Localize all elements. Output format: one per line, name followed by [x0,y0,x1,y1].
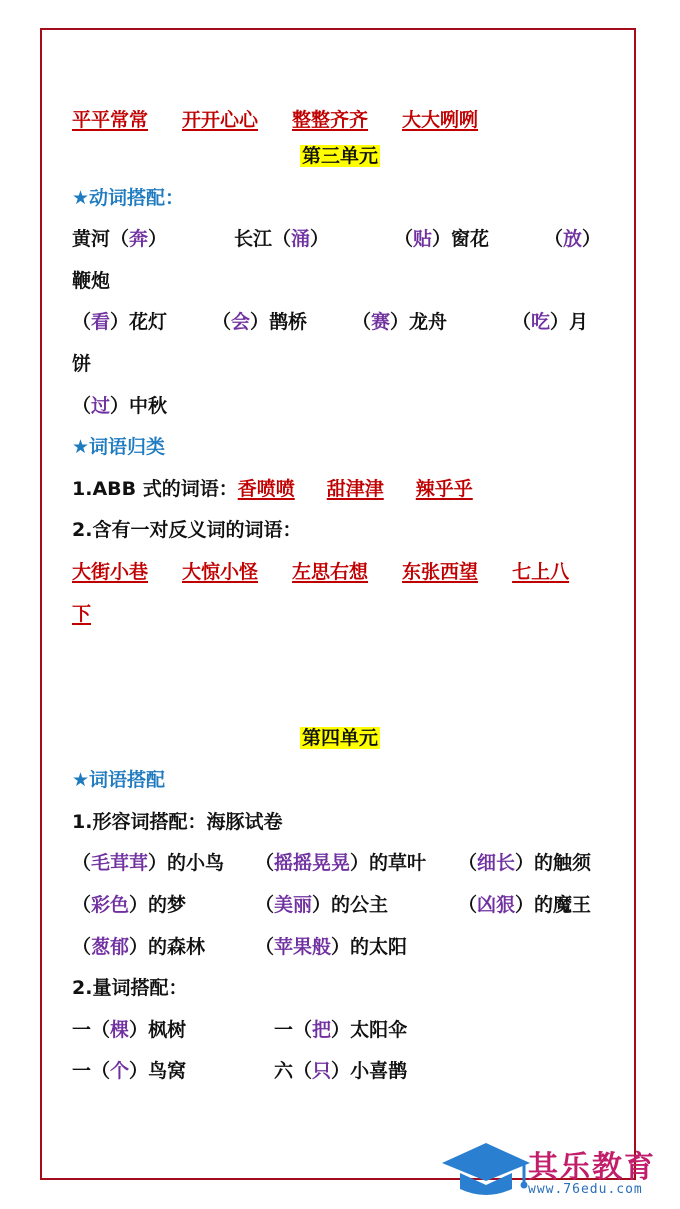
verb-heading: ★动词搭配： [72,187,185,209]
unit3-title: 第三单元 [301,145,378,167]
abb-row: 1.ABB 式的词语：香喷喷 甜津津 辣乎乎 [72,478,473,500]
antonym-row: 大街小巷 大惊小怪 左思右想 东张西望 七上八 [72,561,570,583]
verb-row-1b: 鞭炮 [72,270,111,292]
word: 大大咧咧 [402,109,479,131]
unit2-tail-words [72,107,618,133]
logo-url: www.76edu.com [528,1182,643,1197]
word: 整整齐齐 [292,109,369,131]
unit4-title: 第四单元 [301,727,378,749]
antonym-label: 2.含有一对反义词的词语： [72,519,302,541]
antonym-row-b: 下 [72,603,92,625]
adj-label: 1.形容词搭配：海豚试卷 [72,811,283,833]
word: 开开心心 [182,109,259,131]
word: 平平常常 [72,109,149,131]
measure-label: 2.量词搭配： [72,977,188,999]
verb-row-3: （过）中秋 [72,395,168,417]
unit4-title-row [0,725,680,751]
unit3-title-row [0,143,680,169]
verb-row-2b: 饼 [72,353,92,375]
match-heading: ★词语搭配 [72,769,166,791]
classify-heading: ★词语归类 [72,436,166,458]
logo-name: 其乐教育 [528,1150,656,1185]
